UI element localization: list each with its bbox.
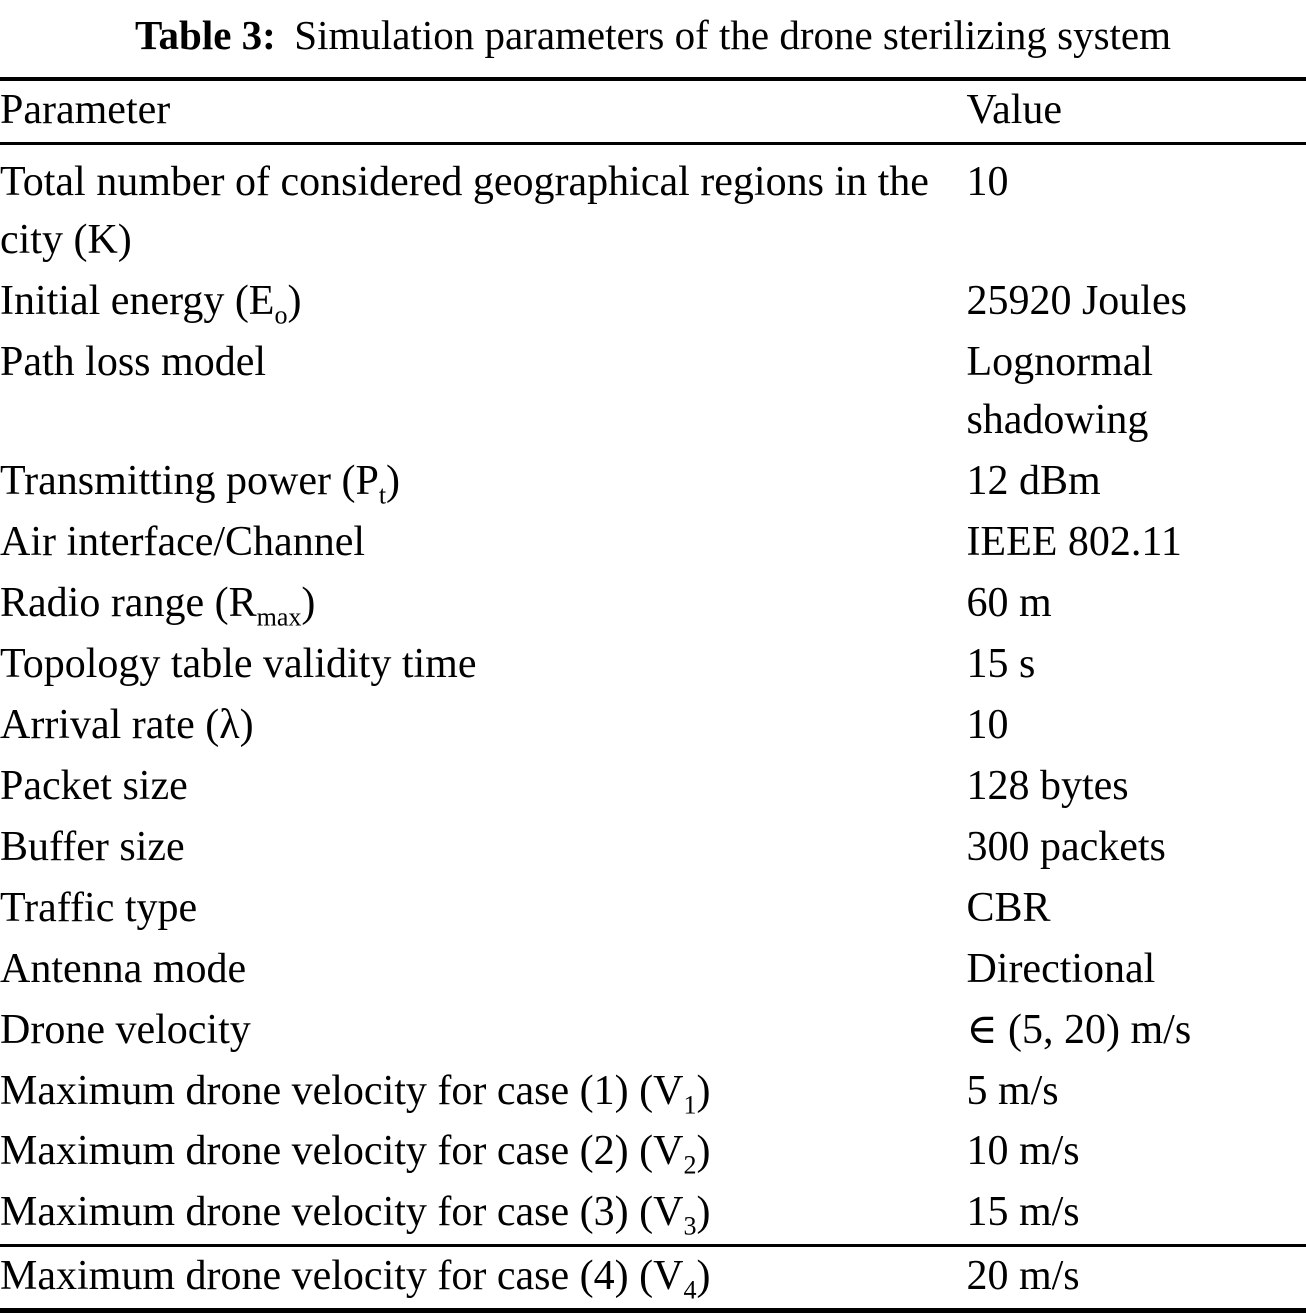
table-caption-label: Table 3:: [134, 12, 276, 58]
subscript-text: t: [378, 480, 387, 510]
parameter-cell: Initial energy $(E_o)$: [0, 278, 302, 330]
parameter-cell: Maximum drone velocity for case (2) $(V_2)$: [0, 1128, 711, 1180]
table-row: [0, 1001, 1306, 1062]
value-cell: Directional: [966, 945, 1156, 992]
value-cell: 10: [966, 159, 1009, 206]
table-row: [0, 574, 1306, 635]
table-row: [0, 333, 1306, 452]
value-cell: 25920 Joules: [966, 278, 1187, 325]
table-row: [0, 940, 1306, 1001]
value-cell: 12 dBm: [966, 457, 1101, 504]
table-row: [0, 1183, 1306, 1245]
table-row: [0, 452, 1306, 513]
table-row: [0, 1246, 1306, 1311]
table-row: [0, 696, 1306, 757]
header-row: [0, 79, 1306, 143]
parameter-cell: Maximum drone velocity for case (4) $(V_4)$: [0, 1246, 966, 1311]
parameter-cell: Arrival rate (λ): [0, 701, 254, 748]
value-cell: 20 m/s: [966, 1246, 1306, 1311]
value-cell: 15 m/s: [966, 1189, 1080, 1236]
value-cell: 60 m: [966, 579, 1052, 626]
subscript-text: 3: [683, 1211, 697, 1241]
value-cell: 5 m/s: [966, 1067, 1059, 1114]
table-caption-text: Simulation parameters of the drone sterilizing system: [294, 12, 1172, 58]
table-header: [0, 79, 1306, 143]
table-row: [0, 272, 1306, 333]
parameter-cell: Buffer size: [0, 823, 185, 870]
parameter-cell: Transmitting power $(P_t)$: [0, 457, 401, 510]
parameter-cell: Maximum drone velocity for case (3) $(V_3)$: [0, 1189, 711, 1241]
table-row: [0, 513, 1306, 574]
table-row: [0, 1062, 1306, 1123]
value-cell: 10: [966, 701, 1009, 748]
parameters-table: [0, 77, 1306, 1313]
table-caption: [0, 6, 1306, 77]
table-row: [0, 879, 1306, 940]
parameter-cell: Air interface/Channel: [0, 518, 365, 565]
table-row: [0, 144, 1306, 272]
value-cell: 128 bytes: [966, 762, 1129, 809]
parameter-cell: Topology table validity time: [0, 640, 477, 687]
parameters-table-body: [0, 144, 1306, 1311]
value-cell: Lognormal shadowing: [966, 339, 1154, 444]
subscript-text: 4: [683, 1275, 697, 1305]
parameter-cell: Traffic type: [0, 884, 198, 931]
table-row: [0, 818, 1306, 879]
subscript-text: o: [274, 300, 288, 330]
parameter-cell: Packet size: [0, 762, 188, 809]
parameter-cell: Maximum drone velocity for case (1) $(V_1)$: [0, 1067, 711, 1119]
parameter-cell: Path loss model: [0, 339, 267, 386]
parameter-cell: Drone velocity: [0, 1006, 251, 1053]
parameter-cell: Total number of considered geographical regions in the city (K): [0, 159, 929, 264]
subscript-text: 2: [683, 1150, 697, 1180]
value-cell: 15 s: [966, 640, 1036, 687]
header-parameter: Parameter: [0, 79, 966, 143]
value-cell: CBR: [966, 884, 1051, 931]
subscript-text: 1: [683, 1089, 697, 1119]
parameter-cell: Radio range $(R_{max})$: [0, 579, 316, 632]
value-cell: 10 m/s: [966, 1128, 1080, 1175]
table-row: [0, 757, 1306, 818]
value-cell: ∈ (5, 20) m/s: [966, 1006, 1192, 1053]
subscript-text: max: [256, 602, 302, 632]
value-cell: 300 packets: [966, 823, 1166, 870]
parameter-cell: Antenna mode: [0, 945, 247, 992]
table-row: [0, 635, 1306, 696]
header-value: Value: [966, 79, 1306, 143]
value-cell: IEEE 802.11: [966, 518, 1182, 565]
table-row: [0, 1122, 1306, 1183]
